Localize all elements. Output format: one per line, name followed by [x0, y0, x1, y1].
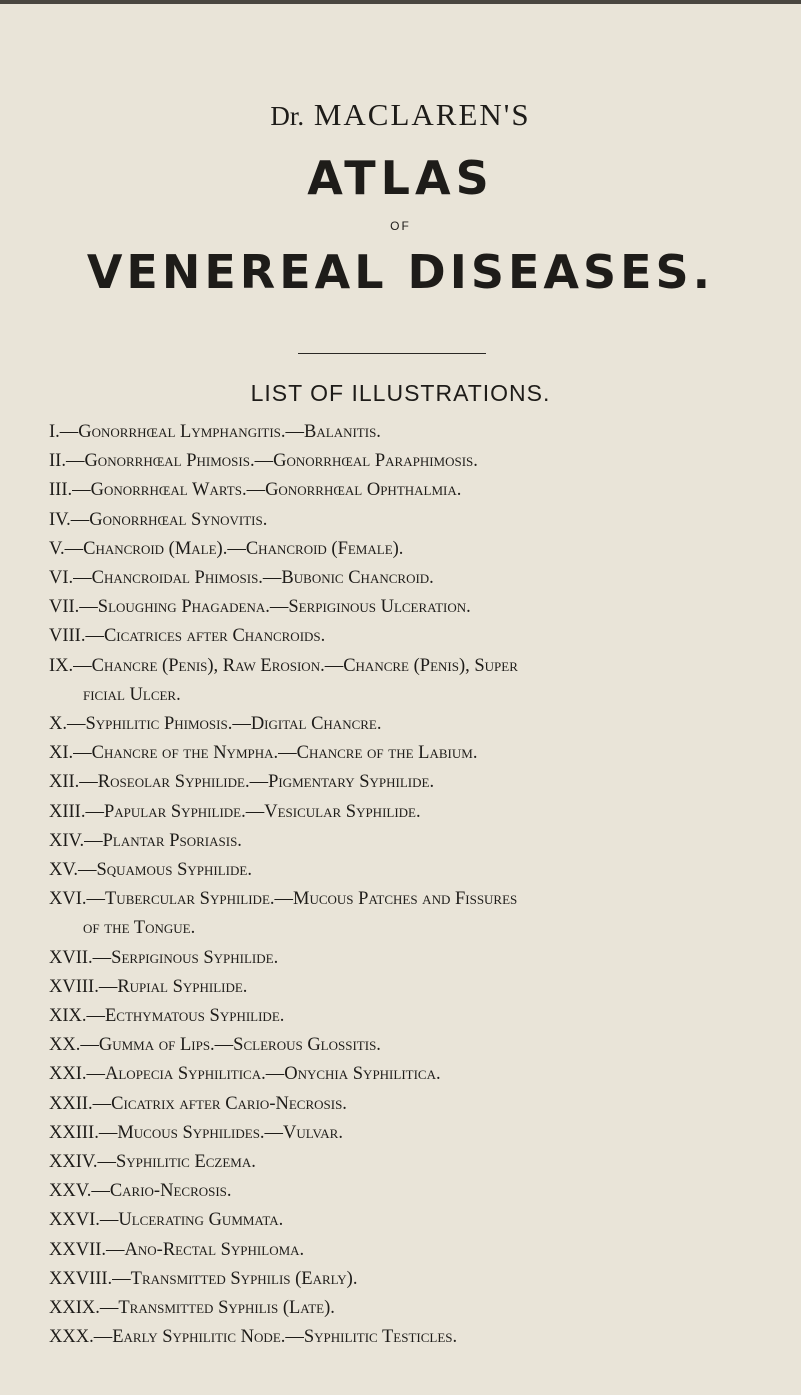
- list-item: [49, 418, 779, 447]
- list-item: [49, 1031, 779, 1060]
- list-item-text: V.—Chancroid (Male).—Chancroid (Female).: [49, 538, 404, 559]
- list-item-text: XXII.—Cicatrix after Cario-Necrosis.: [49, 1093, 347, 1114]
- list-item-text: XXIV.—Syphilitic Eczema.: [49, 1152, 256, 1173]
- list-item-text: XXI.—Alopecia Syphilitica.—Onychia Syphilitica.: [49, 1064, 441, 1085]
- list-item: [49, 1177, 779, 1206]
- list-item-text: IX.—Chancre (Penis), Raw Erosion.—Chancre (Penis), Super: [49, 655, 518, 676]
- title-block: [0, 96, 801, 299]
- list-item-text: XI.—Chancre of the Nympha.—Chancre of the Labium.: [49, 743, 478, 764]
- list-item-text: XXV.—Cario-Necrosis.: [49, 1181, 232, 1202]
- list-item-text: VIII.—Cicatrices after Chancroids.: [49, 626, 326, 647]
- list-item: [49, 973, 779, 1002]
- list-item: [49, 535, 779, 564]
- list-item: [49, 593, 779, 622]
- section-divider: [298, 353, 486, 354]
- list-item: [49, 564, 779, 593]
- list-item: [49, 739, 779, 768]
- list-item-text: XIV.—Plantar Psoriasis.: [49, 830, 242, 851]
- list-item-text: X.—Syphilitic Phimosis.—Digital Chancre.: [49, 714, 382, 735]
- list-heading: LIST OF ILLUSTRATIONS.: [250, 380, 551, 406]
- author-line: [0, 96, 801, 135]
- list-item: [49, 652, 779, 710]
- list-item-text: II.—Gonorrhœal Phimosis.—Gonorrhœal Paraphimosis.: [49, 451, 478, 472]
- list-item-text: XIII.—Papular Syphilide.—Vesicular Syphilide.: [49, 801, 421, 822]
- list-item-text: VII.—Sloughing Phagadena.—Serpiginous Ulceration.: [49, 597, 471, 618]
- list-item-text: III.—Gonorrhœal Warts.—Gonorrhœal Ophthalmia.: [49, 480, 462, 501]
- list-item: [49, 506, 779, 535]
- title-connector: OF: [390, 219, 411, 233]
- list-item: [49, 768, 779, 797]
- top-border-rule: [0, 0, 801, 4]
- list-item: [49, 798, 779, 827]
- list-item-text: XXIX.—Transmitted Syphilis (Late).: [49, 1298, 335, 1319]
- illustrations-list: [49, 418, 779, 1353]
- list-item-continuation: ficial Ulcer.: [83, 684, 181, 705]
- list-item-continuation: of the Tongue.: [83, 918, 196, 939]
- list-item: [49, 1119, 779, 1148]
- list-item: [49, 1148, 779, 1177]
- list-item: [49, 1236, 779, 1265]
- list-item-text: XXVI.—Ulcerating Gummata.: [49, 1210, 284, 1231]
- list-item: [49, 1060, 779, 1089]
- list-item: [49, 622, 779, 651]
- list-item: [49, 476, 779, 505]
- list-item: [49, 1265, 779, 1294]
- list-item: [49, 447, 779, 476]
- list-item: [49, 885, 779, 943]
- list-item-text: I.—Gonorrhœal Lymphangitis.—Balanitis.: [49, 422, 381, 442]
- list-item-text: XX.—Gumma of Lips.—Sclerous Glossitis.: [49, 1035, 381, 1056]
- list-item-text: VI.—Chancroidal Phimosis.—Bubonic Chancroid.: [49, 568, 434, 589]
- list-item: [49, 944, 779, 973]
- list-item-text: XXX.—Early Syphilitic Node.—Syphilitic Testicles.: [49, 1327, 458, 1348]
- list-item-text: XVII.—Serpiginous Syphilide.: [49, 947, 279, 968]
- list-item-text: XXVII.—Ano-Rectal Syphiloma.: [49, 1239, 305, 1260]
- author-name: MACLAREN'S: [313, 97, 531, 132]
- book-title: ATLAS: [307, 151, 494, 205]
- author-prefix: Dr.: [270, 101, 305, 131]
- list-item-text: IV.—Gonorrhœal Synovitis.: [49, 509, 268, 530]
- list-item: [49, 1294, 779, 1323]
- list-item-text: XII.—Roseolar Syphilide.—Pigmentary Syphilide.: [49, 772, 435, 793]
- book-subtitle: VENEREAL DISEASES.: [86, 245, 715, 299]
- list-item: [49, 856, 779, 885]
- list-item-text: XXIII.—Mucous Syphilides.—Vulvar.: [49, 1122, 343, 1143]
- list-item: [49, 710, 779, 739]
- list-item: [49, 1206, 779, 1235]
- list-item-text: XIX.—Ecthymatous Syphilide.: [49, 1006, 285, 1027]
- list-item-text: XVI.—Tubercular Syphilide.—Mucous Patches and Fissures: [49, 889, 518, 910]
- list-item-text: XVIII.—Rupial Syphilide.: [49, 976, 248, 997]
- list-item: [49, 1323, 779, 1352]
- list-item: [49, 1090, 779, 1119]
- list-item: [49, 827, 779, 856]
- list-item-text: XV.—Squamous Syphilide.: [49, 860, 252, 881]
- list-item-text: XXVIII.—Transmitted Syphilis (Early).: [49, 1268, 358, 1289]
- list-item: [49, 1002, 779, 1031]
